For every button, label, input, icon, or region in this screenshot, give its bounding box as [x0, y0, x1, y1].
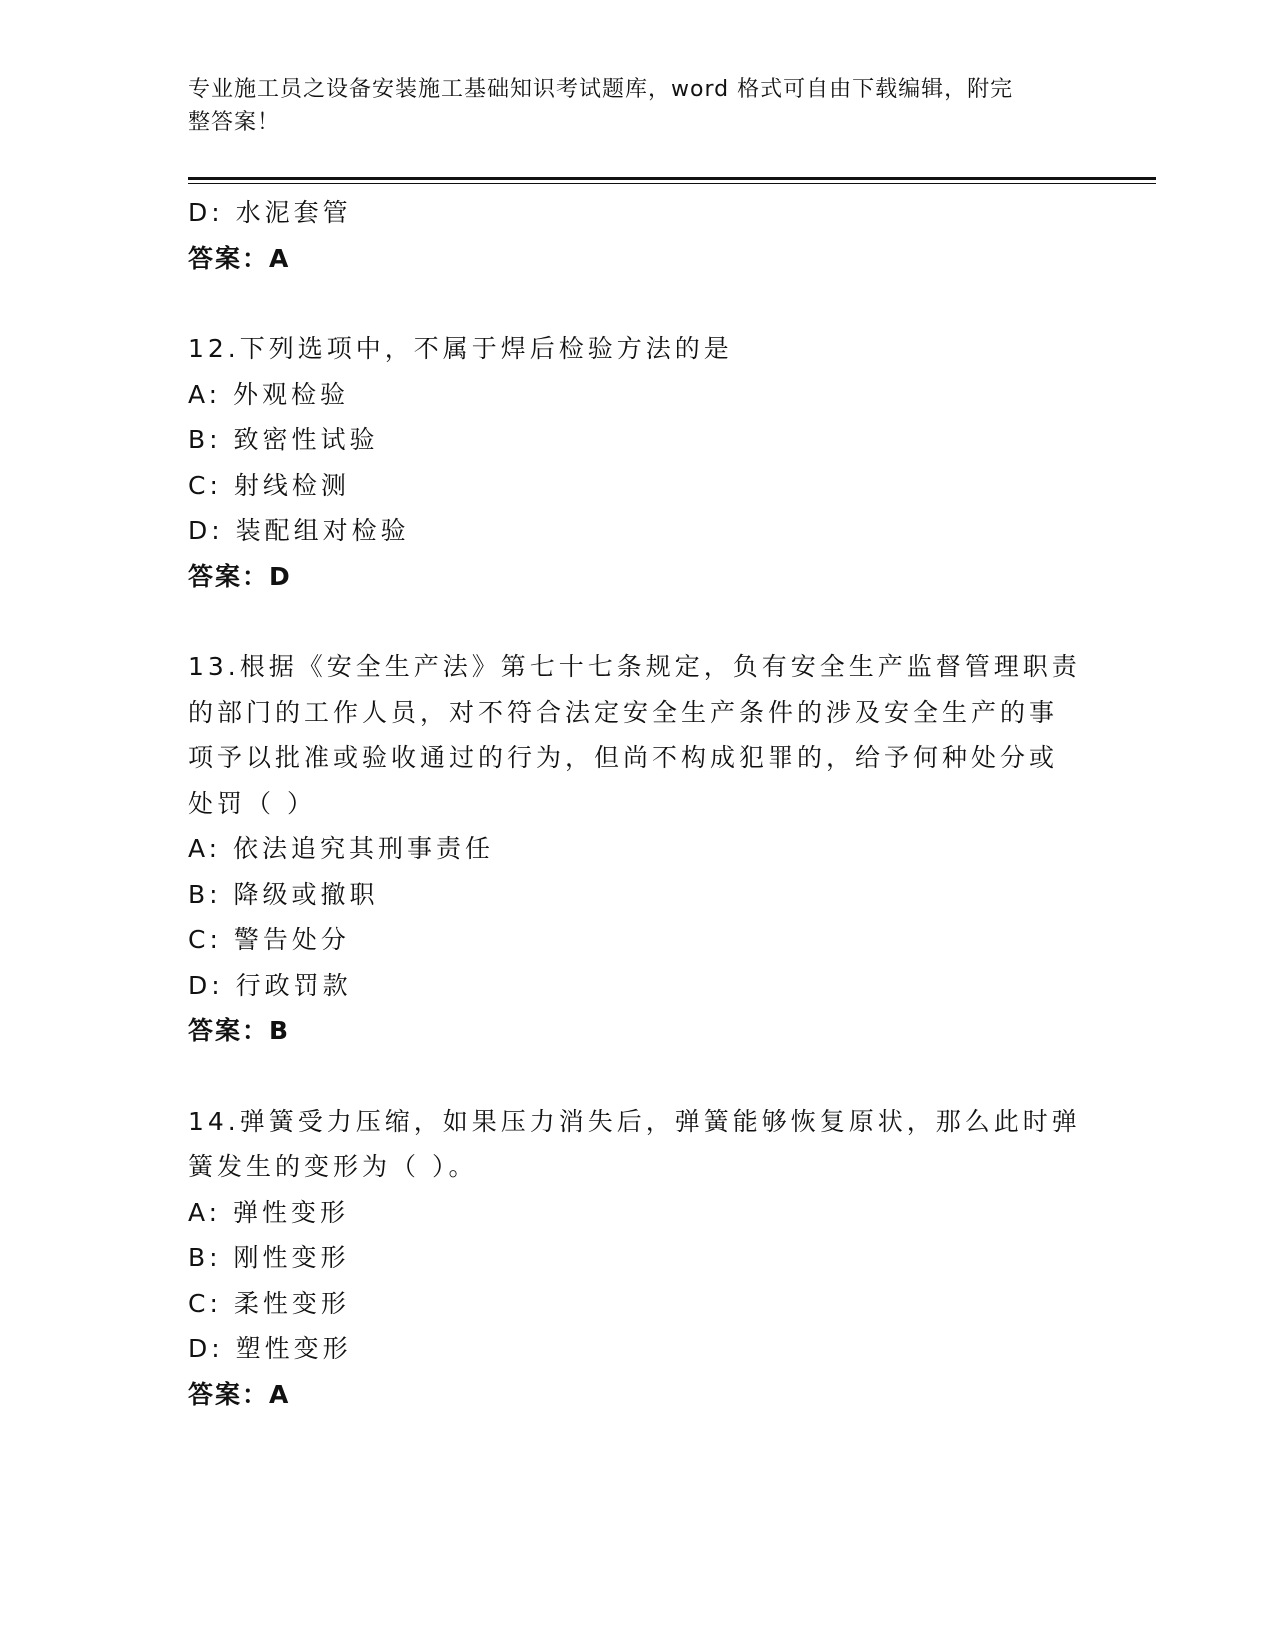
header-title-line-1: 专业施工员之设备安装施工基础知识考试题库，word 格式可自由下载编辑，附完: [188, 77, 1014, 102]
option-a: A: 外观检验: [188, 379, 350, 409]
question-stem-line-1: 13.根据《安全生产法》第七十七条规定，负有安全生产监督管理职责: [188, 652, 1081, 681]
question-stem-line-2: 簧发生的变形为（ ）。: [188, 1152, 478, 1181]
option-c: C: 柔性变形: [188, 1288, 350, 1318]
option-a: A: 依法追究其刑事责任: [188, 834, 495, 863]
answer-line: 答案：D: [188, 561, 292, 591]
option-d: D: 水泥套管: [188, 198, 352, 227]
option-b: B: 降级或撤职: [188, 879, 379, 909]
spacer: [188, 599, 1088, 644]
answer-line: 答案：A: [188, 1379, 291, 1409]
question-list: [188, 190, 1088, 1417]
question-stem-line-4: 处罚（ ）: [188, 788, 316, 818]
question-14: [188, 1099, 1088, 1418]
question-stem-line-1: 14.弹簧受力压缩，如果压力消失后，弹簧能够恢复原状，那么此时弹: [188, 1106, 1081, 1136]
option-a: A: 弹性变形: [188, 1197, 350, 1227]
option-c: C: 射线检测: [188, 470, 350, 500]
option-d: D: 塑性变形: [188, 1334, 352, 1363]
answer-line: 答案：A: [188, 243, 291, 273]
option-b: B: 刚性变形: [188, 1243, 350, 1272]
option-b: B: 致密性试验: [188, 425, 379, 454]
question-12: [188, 326, 1088, 599]
header-divider-thick: [188, 177, 1156, 180]
question-stem-line-2: 的部门的工作人员，对不符合法定安全生产条件的涉及安全生产的事: [188, 697, 1059, 727]
option-d: D: 装配组对检验: [188, 516, 410, 545]
document-header: [188, 73, 1068, 139]
header-divider-thin: [188, 183, 1156, 184]
question-11-tail: [188, 190, 1088, 281]
question-13: [188, 644, 1088, 1054]
question-stem-line-3: 项予以批准或验收通过的行为，但尚不构成犯罪的，给予何种处分或: [188, 743, 1059, 772]
option-d: D: 行政罚款: [188, 970, 352, 1000]
answer-line: 答案：B: [188, 1016, 291, 1045]
question-stem: 12.下列选项中，不属于焊后检验方法的是: [188, 334, 733, 363]
header-title-line-2: 整答案！: [188, 110, 281, 135]
spacer: [188, 281, 1088, 326]
spacer: [188, 1054, 1088, 1099]
option-c: C: 警告处分: [188, 925, 350, 954]
